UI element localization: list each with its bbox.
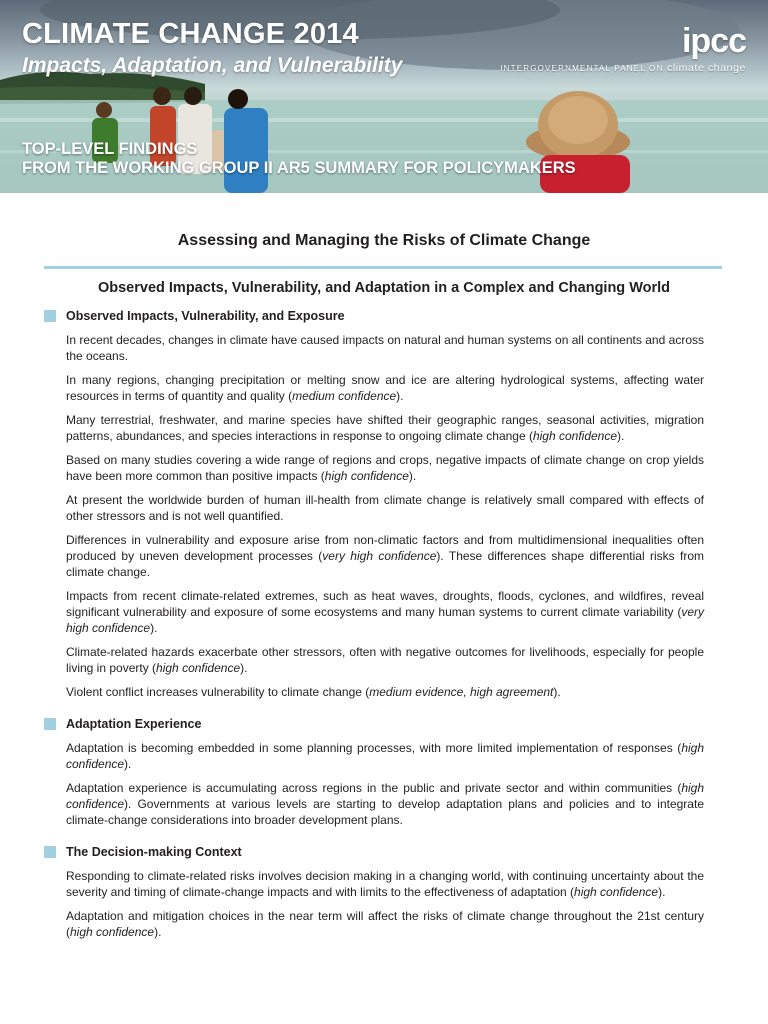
section-marker-icon [44, 310, 56, 322]
tagline-line-2: FROM THE WORKING GROUP II AR5 SUMMARY FOR POLICYMAKERS [22, 159, 576, 177]
page-heading: Assessing and Managing the Risks of Climate Change [177, 232, 591, 249]
paragraph: Differences in vulnerability and exposure arise from non-climatic factors and from multidimensional inequalities often produced by uneven development processes (very high confidence). These differences shape differential risks from climate change. [66, 533, 705, 579]
heading-divider [44, 266, 722, 269]
ipcc-org-name [500, 62, 746, 74]
paragraph: In many regions, changing precipitation or melting snow and ice are altering hydrological systems, affecting water resources in terms of quantity and quality (medium confidence). [66, 373, 704, 403]
section-marker-icon [44, 718, 56, 730]
section-decision-making-context [44, 845, 704, 940]
paragraph: Many terrestrial, freshwater, and marine species have shifted their geographic ranges, seasonal activities, migration patterns, abundances, and species interactions in response to ongoing climate change (high confidence). [66, 413, 704, 443]
section-adaptation-experience [44, 717, 704, 828]
section-title-text: Observed Impacts, Vulnerability, and Exposure [66, 309, 345, 323]
paragraph: Adaptation experience is accumulating across regions in the public and private sector and within communities (high confidence). Governments at various levels are starting to develop adaptation plans and policies and to integrate climate-change considerations into broader development plans. [66, 781, 704, 827]
paragraph: Responding to climate-related risks involves decision making in a changing world, with continuing uncertainty about the severity and timing of climate-change impacts and with limits to the effectiveness of adaptation (high confidence). [66, 869, 704, 899]
section-marker-icon [44, 846, 56, 858]
report-subtitle: Impacts, Adaptation, and Vulnerability [22, 54, 403, 77]
section-title [44, 717, 704, 731]
paragraph: Violent conflict increases vulnerability to climate change (medium evidence, high agreement). [66, 685, 561, 699]
org-name-suffix: climate change [666, 62, 746, 74]
document-body [44, 309, 704, 957]
ipcc-logo: ipcc [681, 22, 746, 60]
paragraph: Adaptation and mitigation choices in the near term will affect the risks of climate change throughout the 21st century (high confidence). [66, 909, 704, 939]
section-observed-impacts [44, 309, 704, 700]
paragraph: Adaptation is becoming embedded in some planning processes, with more limited implementation of responses (high confidence). [66, 741, 704, 771]
section-title-text: The Decision-making Context [66, 845, 242, 859]
paragraph: Climate-related hazards exacerbate other stressors, often with negative outcomes for livelihoods, especially for people living in poverty (high confidence). [66, 645, 704, 675]
banner-tagline [22, 140, 576, 178]
paragraph: Impacts from recent climate-related extremes, such as heat waves, droughts, floods, cyclones, and wildfires, reveal significant vulnerability and exposure of some ecosystems and many human systems to current climate variability (very high confidence). [66, 589, 704, 635]
section-title [44, 309, 704, 323]
section-title-text: Adaptation Experience [66, 717, 202, 731]
cover-banner [0, 0, 768, 193]
report-title: CLIMATE CHANGE 2014 [22, 18, 359, 50]
org-name-prefix: INTERGOVERNMENTAL PANEL ON [500, 64, 664, 73]
tagline-line-1: TOP-LEVEL FINDINGS [22, 140, 198, 158]
paragraph: Based on many studies covering a wide range of regions and crops, negative impacts of climate change on crop yields have been more common than positive impacts (high confidence). [66, 453, 704, 483]
page-subheading: Observed Impacts, Vulnerability, and Adaptation in a Complex and Changing World [97, 280, 671, 296]
paragraph: At present the worldwide burden of human ill-health from climate change is relatively small compared with effects of other stressors and is not well quantified. [66, 493, 704, 523]
section-title [44, 845, 704, 859]
paragraph: In recent decades, changes in climate have caused impacts on natural and human systems on all continents and across the oceans. [66, 333, 704, 363]
